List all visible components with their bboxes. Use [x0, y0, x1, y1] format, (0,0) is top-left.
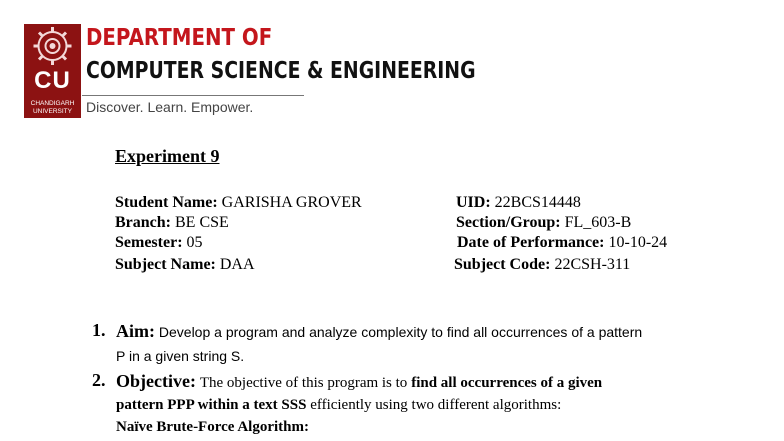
department-title-line1: DEPARTMENT OF [86, 25, 273, 51]
objective-line1 [116, 371, 602, 392]
subject-code-label: Subject Code: [454, 256, 551, 273]
uid-row [456, 194, 581, 212]
semester-value: 05 [186, 234, 203, 251]
student-name-label: Student Name: [115, 194, 218, 211]
date-label: Date of Performance: [457, 234, 605, 251]
objective-line2-bold: pattern PPP within a text SSS [116, 397, 307, 413]
logo-university-text: CHANDIGARH UNIVERSITY [30, 100, 75, 115]
algorithm-heading: Naïve Brute-Force Algorithm: [116, 419, 310, 435]
subject-code-row [454, 256, 630, 274]
objective-text-b: find all occurrences of a given [411, 375, 603, 391]
experiment-title: Experiment 9 [115, 146, 220, 166]
uid-value: 22BCS14448 [494, 194, 581, 211]
uid-label: UID: [456, 194, 491, 211]
gear-emblem-icon [24, 24, 81, 70]
subject-name-row [115, 256, 255, 274]
student-name-row [115, 194, 362, 212]
department-title-line2: COMPUTER SCIENCE & ENGINEERING [86, 58, 476, 84]
subject-name-label: Subject Name: [115, 256, 216, 273]
section-value: FL_603-B [564, 214, 632, 231]
tagline: Discover. Learn. Empower. [86, 99, 254, 115]
aim-line1 [116, 321, 642, 342]
header-divider [82, 95, 304, 96]
objective-line2-rest: efficiently using two different algorithms: [310, 397, 562, 413]
university-logo [24, 24, 81, 118]
aim-number: 1. [92, 320, 106, 340]
branch-value: BE CSE [175, 214, 229, 231]
date-value: 10-10-24 [608, 234, 668, 251]
objective-text-a: The objective of this program is to [199, 375, 408, 391]
logo-cu-text: CU [34, 67, 71, 94]
section-row [456, 214, 631, 232]
aim-text-line1: Develop a program and analyze complexity to find all occurrences of a pattern [158, 324, 643, 340]
subject-code-value: 22CSH-311 [554, 256, 631, 273]
branch-label: Branch: [115, 214, 171, 231]
subject-name-value: DAA [219, 256, 255, 273]
date-row [457, 234, 667, 252]
student-name-value: GARISHA GROVER [221, 194, 362, 211]
semester-label: Semester: [115, 234, 183, 251]
objective-line2 [116, 397, 561, 414]
branch-row [115, 214, 229, 232]
aim-heading: Aim: [116, 321, 155, 341]
aim-text-line2: P in a given string S. [116, 348, 245, 364]
objective-heading: Objective: [116, 371, 196, 391]
semester-row [115, 234, 203, 252]
objective-number: 2. [92, 370, 106, 390]
section-label: Section/Group: [456, 214, 561, 231]
